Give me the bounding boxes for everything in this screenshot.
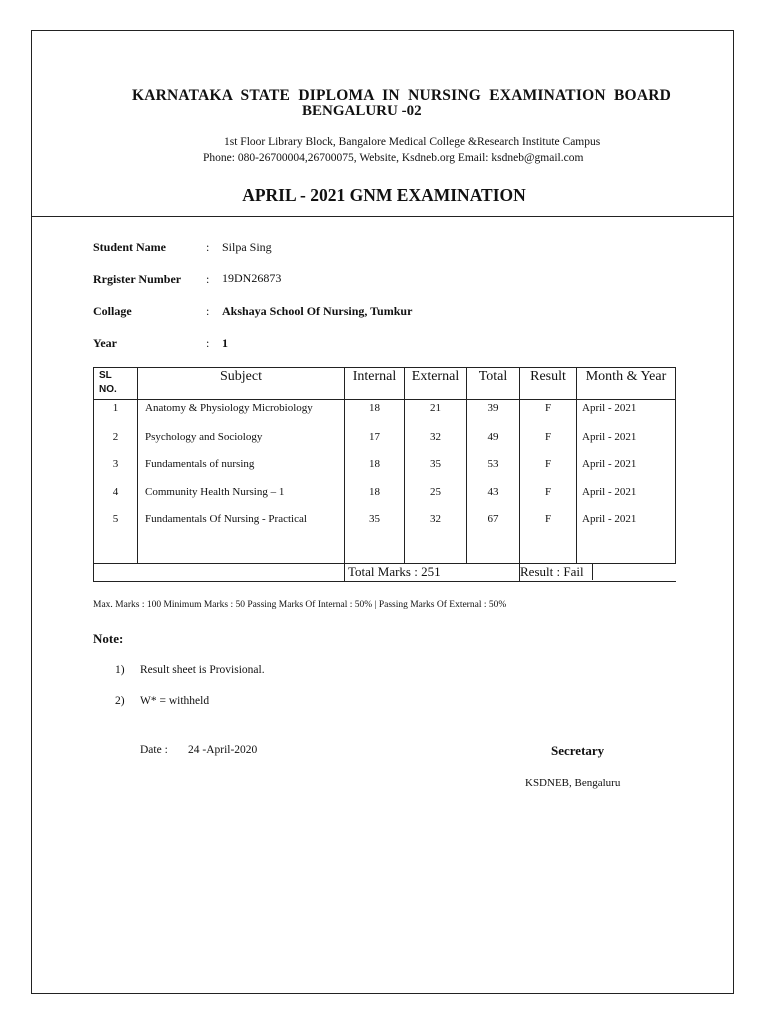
note-text: Result sheet is Provisional. <box>140 664 265 676</box>
year-colon: : <box>206 336 210 350</box>
college-label: Collage <box>93 304 132 318</box>
year-value: 1 <box>222 336 228 350</box>
note-text: W* = withheld <box>140 695 210 707</box>
cell-result: F <box>520 424 577 451</box>
header-result: Result <box>520 368 577 400</box>
student-name-value: Silpa Sing <box>222 240 272 254</box>
date-label: Date : <box>140 744 168 756</box>
secretary-title: Secretary <box>551 743 605 758</box>
cell-sl: 3 <box>94 451 138 478</box>
cell-result: F <box>520 400 577 425</box>
cell-total: 39 <box>467 400 520 425</box>
total-marks: Total Marks : 251 <box>345 564 520 582</box>
header-internal: Internal <box>345 368 405 400</box>
register-number-value: 19DN26873 <box>222 271 282 285</box>
header-divider <box>31 216 734 217</box>
header-total: Total <box>467 368 520 400</box>
cell-result: F <box>520 479 577 506</box>
cell-external: 25 <box>405 479 467 506</box>
cell-month: April - 2021 <box>577 479 676 506</box>
student-name-colon: : <box>206 240 210 254</box>
board-contact: Phone: 080-26700004,26700075, Website, Ksdneb.org Email: ksdneb@gmail.com <box>203 152 584 164</box>
table-row <box>94 479 676 506</box>
college-value: Akshaya School Of Nursing, Tumkur <box>222 304 413 318</box>
cell-sl: 1 <box>94 400 138 425</box>
header-external: External <box>405 368 467 400</box>
table-spacer-row <box>94 534 676 564</box>
table-header-row <box>94 368 676 400</box>
cell-external: 32 <box>405 424 467 451</box>
cell-total: 53 <box>467 451 520 478</box>
table-row <box>94 506 676 533</box>
header-no: NO. <box>99 384 117 395</box>
board-name: KARNATAKA STATE DIPLOMA IN NURSING EXAMINATION BOARD <box>132 87 671 104</box>
cell-month: April - 2021 <box>577 400 676 425</box>
cell-month: April - 2021 <box>577 424 676 451</box>
register-number-colon: : <box>206 272 210 286</box>
cell-month: April - 2021 <box>577 506 676 533</box>
college-colon: : <box>206 304 210 318</box>
cell-total: 43 <box>467 479 520 506</box>
cell-result: F <box>520 506 577 533</box>
header-sl-no <box>94 368 138 400</box>
secretary-org: KSDNEB, Bengaluru <box>525 777 621 789</box>
total-row <box>94 564 676 582</box>
cell-sl: 5 <box>94 506 138 533</box>
exam-title: APRIL - 2021 GNM EXAMINATION <box>242 185 526 205</box>
note-number: 2) <box>115 695 125 707</box>
cell-subject: Community Health Nursing – 1 <box>138 479 345 506</box>
table-row <box>94 400 676 425</box>
year-label: Year <box>93 336 117 350</box>
cell-total: 67 <box>467 506 520 533</box>
cell-result: F <box>520 451 577 478</box>
cell-sl: 4 <box>94 479 138 506</box>
cell-sl: 2 <box>94 424 138 451</box>
board-city: BENGALURU -02 <box>302 103 422 119</box>
student-name-label: Student Name <box>93 240 167 254</box>
cell-month: April - 2021 <box>577 451 676 478</box>
cell-external: 21 <box>405 400 467 425</box>
cell-internal: 18 <box>345 400 405 425</box>
cell-internal: 35 <box>345 506 405 533</box>
cell-internal: 18 <box>345 451 405 478</box>
result-summary: Result : Fail <box>494 564 593 580</box>
cell-subject: Fundamentals of nursing <box>138 451 345 478</box>
marks-table <box>93 367 676 582</box>
cell-subject: Psychology and Sociology <box>138 424 345 451</box>
note-number: 1) <box>115 664 125 676</box>
cell-external: 32 <box>405 506 467 533</box>
header-month-year: Month & Year <box>577 368 676 400</box>
date-value: 24 -April-2020 <box>188 744 258 756</box>
header-sl: SL <box>99 370 112 381</box>
cell-internal: 17 <box>345 424 405 451</box>
cell-total: 49 <box>467 424 520 451</box>
cell-subject: Fundamentals Of Nursing - Practical <box>138 506 345 533</box>
note-heading: Note: <box>93 631 124 646</box>
header-subject: Subject <box>138 368 345 400</box>
cell-external: 35 <box>405 451 467 478</box>
register-number-label: Rrgister Number <box>93 272 182 286</box>
cell-internal: 18 <box>345 479 405 506</box>
table-row <box>94 451 676 478</box>
cell-subject: Anatomy & Physiology Microbiology <box>138 400 345 425</box>
marks-info: Max. Marks : 100 Minimum Marks : 50 Passing Marks Of Internal : 50% | Passing Marks Of External : 50% <box>93 600 507 610</box>
board-address: 1st Floor Library Block, Bangalore Medical College &Research Institute Campus <box>224 136 601 148</box>
table-row <box>94 424 676 451</box>
